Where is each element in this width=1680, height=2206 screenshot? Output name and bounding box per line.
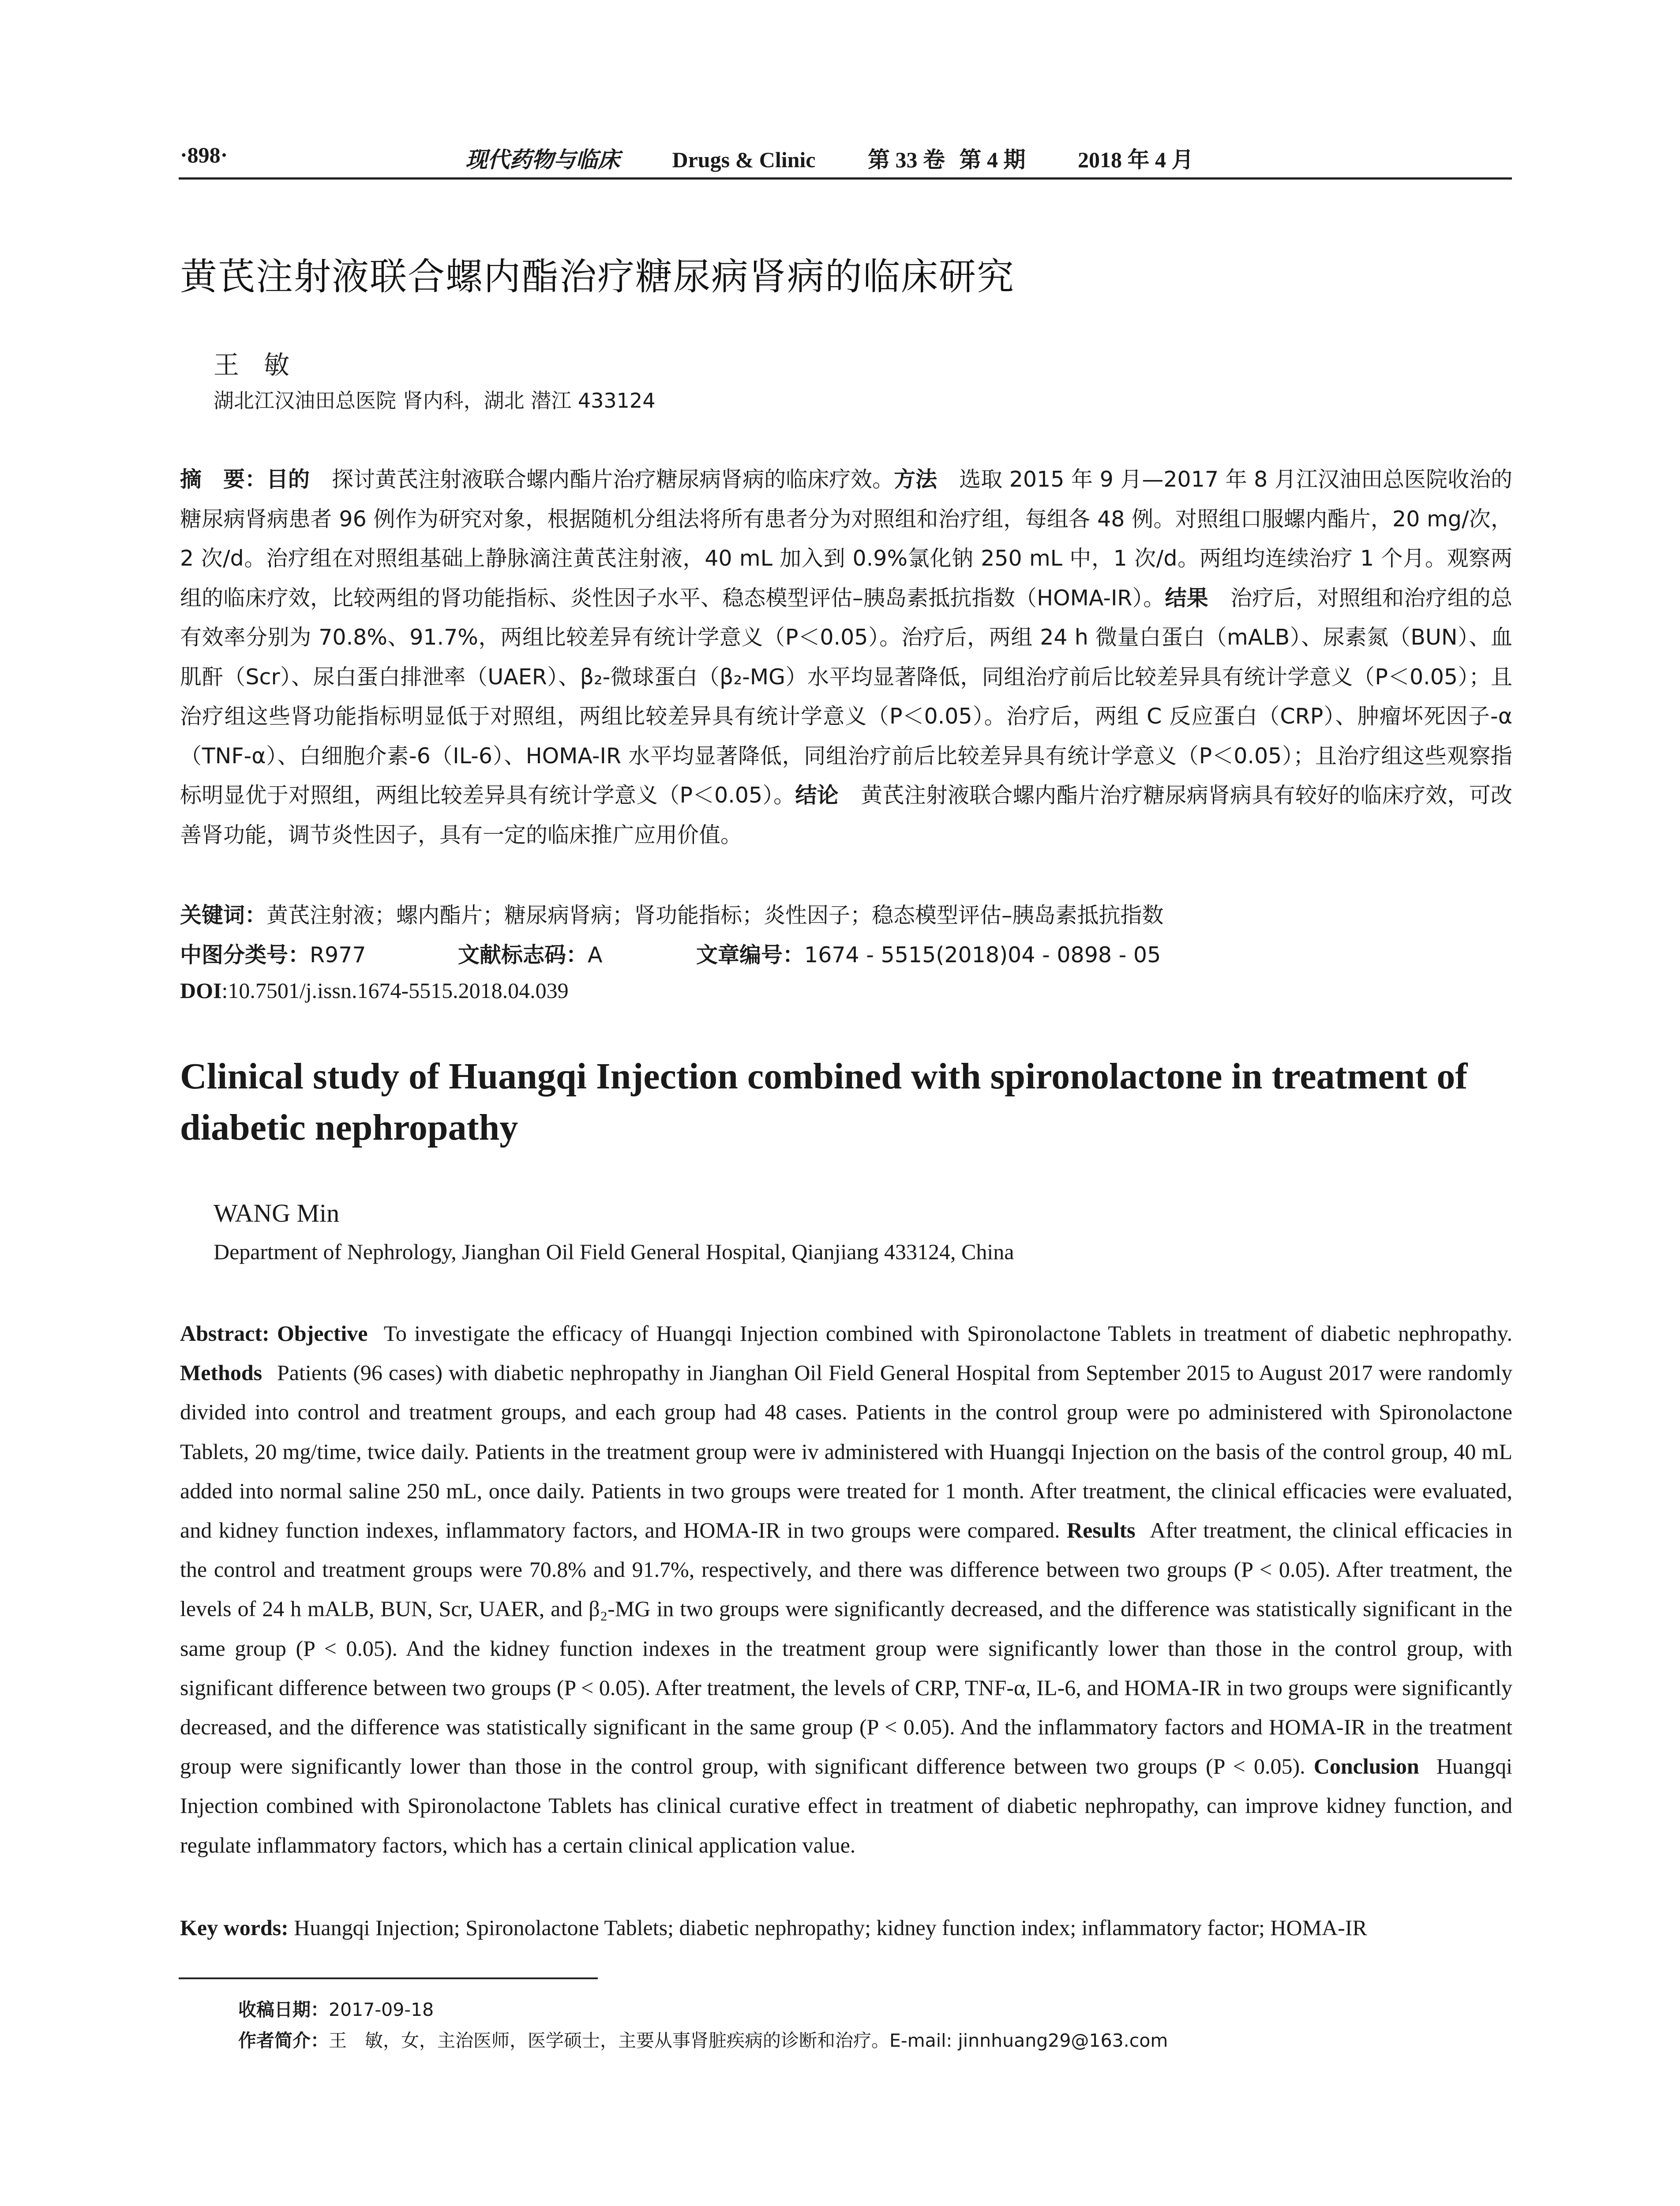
- classification-line: [180, 938, 1161, 969]
- header-rule: [179, 177, 1512, 180]
- objective-en-label: Objective: [277, 1321, 368, 1346]
- abstract-en: [180, 1314, 1512, 1865]
- clc-value: R977: [310, 942, 366, 968]
- affiliation-en: Department of Nephrology, Jianghan Oil Field General Hospital, Qianjiang 433124, China: [214, 1239, 1014, 1264]
- footnote-received: [238, 1995, 434, 2021]
- keywords-cn: [180, 898, 1164, 929]
- conclusion-en-label: Conclusion: [1313, 1754, 1419, 1779]
- clc-label: 中图分类号：: [180, 942, 310, 968]
- doi-value[interactable]: :10.7501/j.issn.1674-5515.2018.04.039: [221, 978, 569, 1003]
- author-bio: 王 敏，女，主治医师，医学硕士，主要从事肾脏疾病的诊断和治疗。E-mail: jinnhuang29@163.com: [329, 2030, 1168, 2051]
- title-en: Clinical study of Huangqi Injection combined with spironolactone in treatment of diabetic nephropathy: [180, 1056, 1468, 1148]
- received-date: 2017-09-18: [329, 1999, 434, 2020]
- author-en: WANG Min: [214, 1199, 340, 1227]
- volume: 第 33 卷: [868, 147, 945, 172]
- abstract-cn: [180, 460, 1512, 855]
- article-no-label: 文章编号：: [696, 942, 805, 968]
- running-header: [465, 142, 1194, 174]
- abstract-cn-label: 摘 要：: [180, 467, 267, 492]
- results-cn-label: 结果: [1165, 585, 1208, 611]
- methods-cn-label: 方法: [894, 467, 938, 492]
- author-bio-label: 作者简介：: [238, 2030, 329, 2051]
- keywords-en-label: Key words:: [180, 1915, 289, 1940]
- keywords-en: [180, 1915, 1517, 1940]
- page-number: ·898·: [180, 143, 228, 167]
- author-cn: 王敏: [214, 351, 315, 379]
- received-label: 收稿日期：: [238, 1999, 329, 2020]
- footnote-rule: [179, 1977, 598, 1979]
- objective-cn-text: 探讨黄芪注射液联合螺内酯片治疗糖尿病肾病的临床疗效。: [332, 467, 894, 492]
- footnote-author: [238, 2026, 1168, 2052]
- keywords-cn-text: 黄芪注射液；螺内酯片；糖尿病肾病；肾功能指标；炎性因子；稳态模型评估–胰岛素抵抗指数: [266, 903, 1164, 928]
- conclusion-cn-label: 结论: [795, 783, 839, 808]
- doc-code-label: 文献标志码：: [458, 942, 588, 968]
- keywords-en-text: Huangqi Injection; Spironolactone Tablets; diabetic nephropathy; kidney function index; inflammatory factor; HOMA-IR: [294, 1915, 1367, 1940]
- methods-en-text: Patients (96 cases) with diabetic nephropathy in Jianghan Oil Field General Hospital from September 2015 to August 2017 were randomly divided into control and treatment groups, and each group had 48 cases. Patients in the control group were po administered with Spironolactone Tablets, 20 mg/time, twice daily. Patients in the treatment group were iv administered with Huangqi Injection on the basis of the control group, 40 mL added into normal saline 250 mL, once daily. Patients in two groups were treated for 1 month. After treatment, the clinical efficacies were evaluated, and kidney function indexes, inflammatory factors, and HOMA-IR in two groups were compared.: [180, 1360, 1512, 1543]
- doi-label: DOI: [180, 978, 222, 1003]
- article-no-value: 1674 - 5515(2018)04 - 0898 - 05: [804, 942, 1161, 968]
- objective-en-text: To investigate the efficacy of Huangqi Injection combined with Spironolactone Tablets in treatment of diabetic nephropathy.: [383, 1321, 1512, 1346]
- results-en-label: Results: [1067, 1518, 1136, 1543]
- doi[interactable]: [180, 978, 569, 1003]
- conclusion-cn-text: 黄芪注射液联合螺内酯片治疗糖尿病肾病具有较好的临床疗效，可改善肾功能，调节炎性因子，具有一定的临床推广应用价值。: [180, 783, 1512, 848]
- conclusion-en-text: Huangqi Injection combined with Spironolactone Tablets has clinical curative effect in treatment of diabetic nephropathy, can improve kidney function, and regulate inflammatory factors, which has a certain clinical application value.: [180, 1754, 1513, 1857]
- results-cn-text: 治疗后，对照组和治疗组的总有效率分别为 70.8%、91.7%，两组比较差异有统计学意义（P＜0.05）。治疗后，两组 24 h 微量白蛋白（mALB）、尿素氮（BUN）、血肌酐（Scr）、尿白蛋白排泄率（UAER）、β₂-微球蛋白（β₂-MG）水平均显著降低，同组治疗前后比较差异具有统计学意义（P＜0.05）；且治疗组这些肾功能指标明显低于对照组，两组比较差异具有统计学意义（P＜0.05）。治疗后，两组 C 反应蛋白（CRP）、肿瘤坏死因子-α（TNF-α）、白细胞介素-6（IL-6）、HOMA-IR 水平均显著降低，同组治疗前后比较差异具有统计学意义（P＜0.05）；且治疗组这些观察指标明显优于对照组，两组比较差异具有统计学意义（P＜0.05）。: [180, 585, 1512, 808]
- objective-cn-label: 目的: [266, 467, 310, 492]
- issue: 第 4 期: [959, 147, 1026, 172]
- affiliation-cn: 湖北江汉油田总医院 肾内科，湖北 潜江 433124: [214, 389, 656, 413]
- methods-en-label: Methods: [180, 1360, 262, 1385]
- results-en-text: After treatment, the clinical efficacies in the control and treatment groups were 70.8% and 91.7%, respectively, and there was difference between two groups (P < 0.05). After treatment, the levels of 24 h mALB, BUN, Scr, UAER, and β₂-MG in two groups were significantly decreased, and the difference was statistically significant in the same group (P < 0.05). And the kidney function indexes in the treatment group were significantly lower than those in the control group, with significant difference between two groups (P < 0.05). After treatment, the levels of CRP, TNF-α, IL-6, and HOMA-IR in two groups were significantly decreased, and the difference was statistically significant in the same group (P < 0.05). And the inflammatory factors and HOMA-IR in the treatment group were significantly lower than those in the control group, with significant difference between two groups (P < 0.05).: [180, 1518, 1512, 1779]
- abstract-en-label: Abstract:: [180, 1321, 270, 1346]
- keywords-cn-label: 关键词：: [180, 903, 267, 928]
- journal-name-cn: 现代药物与临床: [465, 147, 620, 173]
- issue-date: 2018 年 4 月: [1078, 147, 1194, 172]
- title-cn: 黄芪注射液联合螺内酯治疗糖尿病肾病的临床研究: [180, 255, 1015, 298]
- doc-code-value: A: [588, 942, 603, 968]
- methods-cn-text: 选取 2015 年 9 月—2017 年 8 月江汉油田总医院收治的糖尿病肾病患者 96 例作为研究对象，根据随机分组法将所有患者分为对照组和治疗组，每组各 48 例。对照组口服螺内酯片，20 mg/次，2 次/d。治疗组在对照组基础上静脉滴注黄芪注射液，40 mL 加入到 0.9%氯化钠 250 mL 中，1 次/d。两组均连续治疗 1 个月。观察两组的临床疗效，比较两组的肾功能指标、炎性因子水平、稳态模型评估–胰岛素抵抗指数（HOMA-IR）。: [180, 467, 1512, 611]
- journal-name-en: Drugs & Clinic: [672, 147, 816, 172]
